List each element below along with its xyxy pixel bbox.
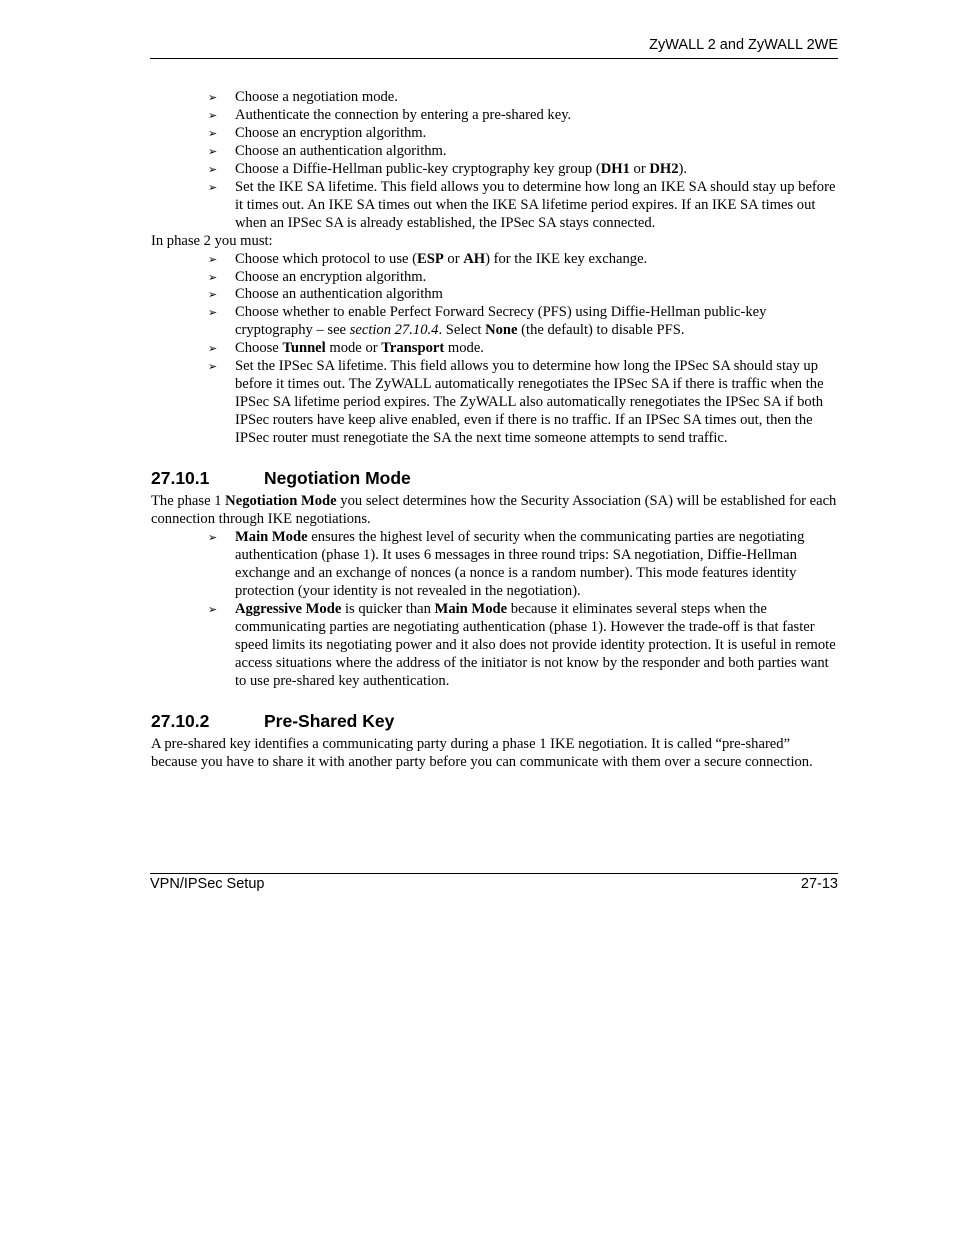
section-number: 27.10.1 (151, 468, 210, 489)
section-reference-link[interactable]: section 27.10.4 (349, 322, 439, 339)
list-item: ➢ Aggressive Mode is quicker than Main Mode because it eliminates several steps when the communicating parties are negotiating authentication (phase 1). However the trade-off is that faster speed limits its negotiating power and it also does not provide identity protection. It is useful in remote access situations where the address of the initiator is not know by the responder and both parties want to use pre-shared key authentication. (208, 600, 836, 689)
phase2-list (151, 251, 839, 448)
section-title: Negotiation Mode (264, 468, 411, 489)
arrowhead-bullet-icon: ➢ (208, 162, 218, 176)
arrowhead-bullet-icon: ➢ (208, 270, 218, 284)
arrowhead-bullet-icon: ➢ (208, 530, 218, 544)
section-heading-negotiation-mode (151, 468, 839, 488)
arrowhead-bullet-icon: ➢ (208, 252, 218, 266)
list-item: ➢ Set the IPSec SA lifetime. This field allows you to determine how long the IPSec SA should stay up before it times out. The ZyWALL automatically renegotiates the IPSec SA if there is traffic when the IPSec SA lifetime period expires. The ZyWALL also automatically renegotiates the IPSec SA if both IPSec routers have keep alive enabled, even if there is no traffic. If an IPSec SA times out, then the IPSec router must renegotiate the SA the next time someone attempts to send traffic. (208, 358, 824, 447)
footer-chapter: VPN/IPSec Setup (150, 876, 265, 892)
arrowhead-bullet-icon: ➢ (208, 180, 218, 194)
section-title: Pre-Shared Key (264, 710, 395, 731)
page-content (151, 89, 839, 771)
section1-intro: The phase 1 Negotiation Mode you select determines how the Security Association (SA) will be established for each connection through IKE negotiations. (151, 493, 837, 528)
page-header (150, 36, 838, 59)
list-item: ➢ Set the IKE SA lifetime. This field allows you to determine how long an IKE SA should stay up before it times out. An IKE SA times out when the IKE SA lifetime period expires. If an IKE SA times out when an IPSec SA is already established, the IPSec SA stays connected. (208, 178, 836, 231)
arrowhead-bullet-icon: ➢ (208, 288, 218, 302)
arrowhead-bullet-icon: ➢ (208, 91, 218, 104)
page-number: 27-13 (800, 876, 838, 892)
list-item: ➢ Choose a Diffie-Hellman public-key cryptography key group (DH1 or DH2). (208, 160, 688, 177)
section-number: 27.10.2 (151, 710, 210, 731)
arrowhead-bullet-icon: ➢ (208, 602, 218, 616)
list-item: ➢ Choose an authentication algorithm. (208, 142, 447, 159)
list-item: ➢ Authenticate the connection by entering a pre-shared key. (208, 106, 572, 123)
arrowhead-bullet-icon: ➢ (208, 144, 218, 158)
list-item: ➢ Main Mode ensures the highest level of security when the communicating parties are negotiating authentication (phase 1). It uses 6 messages in three round trips: SA negotiation, Diffie-Hellman exchange and an exchange of nonces (a nonce is a random number). This mode features identity protection (your identity is not revealed in the negotiation). (208, 528, 805, 599)
phase1-list (151, 89, 839, 233)
list-item: ➢ Choose Tunnel mode or Transport mode. (208, 340, 484, 357)
list-item: ➢ Choose a negotiation mode. (208, 89, 398, 105)
arrowhead-bullet-icon: ➢ (208, 306, 218, 320)
list-item: ➢ Choose which protocol to use (ESP or AH) for the IKE key exchange. (208, 250, 648, 267)
list-item: ➢ Choose whether to enable Perfect Forward Secrecy (PFS) using Diffie-Hellman public-key cryptography – see section 27.10.4. Select None (the default) to disable PFS. (208, 304, 767, 339)
arrowhead-bullet-icon: ➢ (208, 360, 218, 374)
section-heading-pre-shared-key (151, 711, 839, 731)
section2-text: A pre-shared key identifies a communicating party during a phase 1 IKE negotiation. It is called “pre-shared” because you have to share it with another party before you can communicate with them over a secure connection. (151, 735, 813, 770)
arrowhead-bullet-icon: ➢ (208, 108, 218, 122)
arrowhead-bullet-icon: ➢ (208, 126, 218, 140)
arrowhead-bullet-icon: ➢ (208, 342, 218, 356)
header-title: ZyWALL 2 and ZyWALL 2WE (649, 37, 838, 53)
phase2-intro: In phase 2 you must: (151, 232, 273, 249)
list-item: ➢ Choose an authentication algorithm (208, 286, 443, 303)
list-item: ➢ Choose an encryption algorithm. (208, 124, 427, 141)
list-item: ➢ Choose an encryption algorithm. (208, 268, 427, 285)
page-footer (150, 873, 838, 892)
negotiation-mode-list (151, 529, 839, 691)
